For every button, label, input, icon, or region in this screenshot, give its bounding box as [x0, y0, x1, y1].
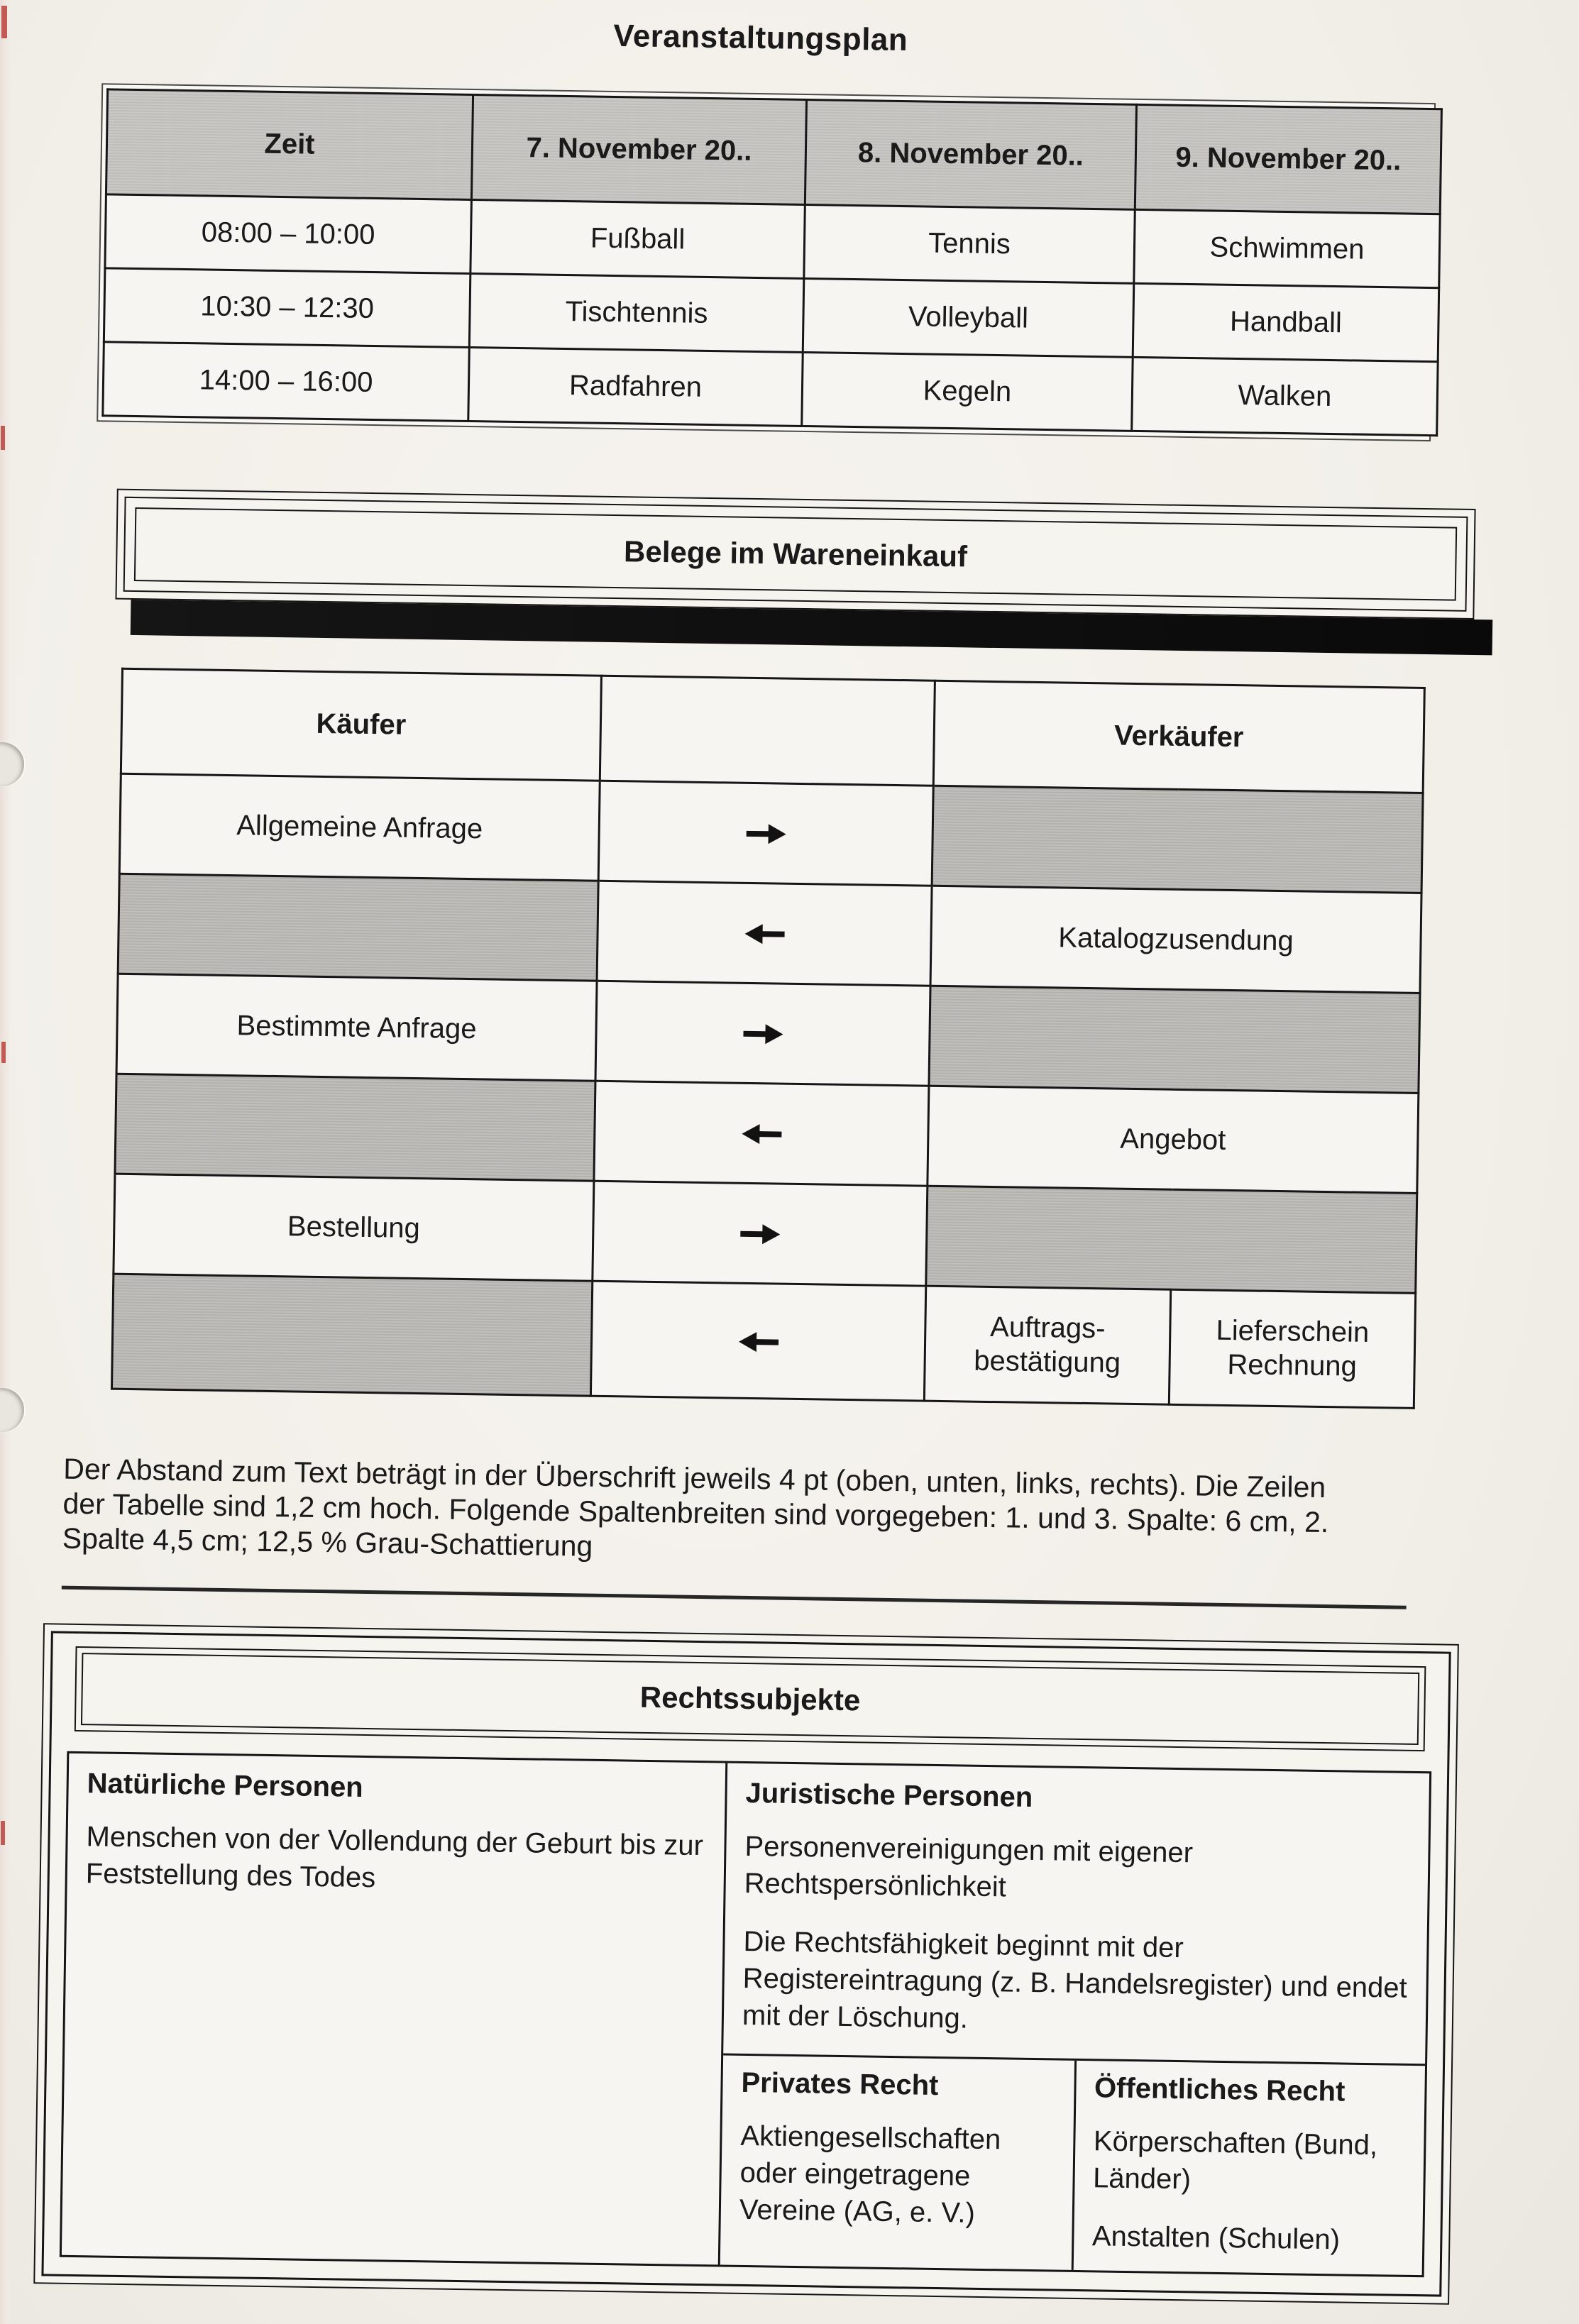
shaded-cell: [115, 1074, 595, 1181]
juristic-persons-cell: [718, 1763, 1429, 2276]
purchase-header-row: [121, 668, 1424, 793]
schedule-cell-activity: Schwimmen: [1134, 209, 1440, 287]
shaded-cell: [932, 786, 1423, 893]
legal-section-inner: [41, 1631, 1451, 2296]
schedule-header-row: [106, 89, 1441, 214]
schedule-cell-time: 08:00 – 10:00: [105, 194, 471, 274]
purchase-banner: [115, 489, 1475, 619]
natural-persons-body: Menschen von der Vollendung der Geburt bis zur Feststellung des Todes: [85, 1821, 704, 1894]
buyer-document-cell: Allgemeine Anfrage: [119, 773, 600, 881]
schedule-table-frame: [97, 83, 1436, 441]
shaded-cell: [929, 986, 1420, 1093]
juristic-persons-top: [723, 1763, 1429, 2064]
table-row: [116, 974, 1420, 1093]
schedule-cell-activity: Volleyball: [803, 278, 1133, 357]
legal-title-frame: [75, 1646, 1426, 1751]
shaded-cell: [111, 1274, 592, 1396]
table-row: [118, 874, 1421, 993]
schedule-header-zeit: Zeit: [106, 89, 473, 200]
schedule-cell-time: 10:30 – 12:30: [104, 268, 470, 348]
schedule-cell-activity: Tischtennis: [469, 273, 803, 352]
arrow-right-icon: [739, 1017, 787, 1050]
law-subtable: [720, 2054, 1425, 2276]
formatting-note: Der Abstand zum Text beträgt in der Überschrift jeweils 4 pt (oben, unten, links, rechts). Die Zeilen der Tabelle sind 1,2 cm hoch. Folgende Spaltenbreiten sind vorgegeben: 1. und 3. Spalte: 6 cm, 2. Spalte 4,5 cm; 12,5 % Grau-Schattierung: [62, 1452, 1329, 1563]
private-law-cell: [720, 2056, 1074, 2270]
legal-table: [60, 1751, 1431, 2277]
arrow-cell: [595, 981, 930, 1086]
purchase-banner-title: Belege im Wareneinkauf: [134, 507, 1457, 601]
arrow-right-icon: [742, 817, 790, 850]
arrow-left-icon: [738, 1117, 786, 1150]
shaded-cell: [118, 874, 598, 981]
seller-header: Verkäufer: [933, 681, 1424, 793]
arrow-right-icon: [736, 1217, 783, 1250]
buyer-document-cell: Bestellung: [114, 1174, 594, 1281]
section-divider: [62, 1586, 1407, 1609]
arrow-cell: [590, 1281, 925, 1401]
buyer-document-cell: Bestimmte Anfrage: [116, 974, 597, 1081]
schedule-cell-activity: Walken: [1132, 357, 1438, 435]
arrow-cell: [594, 1081, 929, 1186]
table-row: [119, 773, 1423, 893]
seller-document-cell: Auftrags-bestätigung: [924, 1286, 1170, 1404]
public-law-body1: Körperschaften (Bund, Länder): [1092, 2125, 1378, 2196]
seller-document-cell: Angebot: [928, 1086, 1419, 1193]
private-law-body: Aktiengesellschaften oder eingetragene Vereine (AG, e. V.): [739, 2120, 1001, 2229]
arrow-cell: [597, 881, 932, 986]
schedule-cell-activity: Tennis: [804, 204, 1135, 283]
public-law-heading: Öffentliches Recht: [1094, 2072, 1346, 2108]
arrow-left-icon: [741, 917, 788, 950]
legal-section-frame: [33, 1623, 1459, 2304]
purchase-flow-table: [111, 668, 1426, 1409]
buyer-header: Käufer: [121, 668, 601, 781]
juristic-persons-heading: Juristische Personen: [745, 1777, 1033, 1813]
juristic-persons-body1: Personenvereinigungen mit eigener Rechtspersönlichkeit: [744, 1830, 1194, 1903]
natural-persons-cell: [62, 1753, 725, 2265]
natural-persons-heading: Natürliche Personen: [87, 1768, 364, 1803]
juristic-persons-body2: Die Rechtsfähigkeit beginnt mit der Registereintragung (z. B. Handelsregister) und endet mit der Löschung.: [742, 1925, 1408, 2034]
schedule-table: [101, 88, 1443, 436]
private-law-heading: Privates Recht: [741, 2066, 939, 2102]
arrow-cell: [593, 1181, 928, 1286]
empty-cell: [600, 676, 935, 786]
schedule-cell-activity: Kegeln: [802, 352, 1133, 431]
public-law-body2: Anstalten (Schulen): [1091, 2220, 1341, 2256]
legal-title: Rechtssubjekte: [81, 1653, 1419, 1745]
page-title: Veranstaltungsplan: [613, 18, 908, 58]
table-row: [115, 1074, 1419, 1193]
arrow-left-icon: [735, 1325, 782, 1358]
table-row: [114, 1174, 1417, 1293]
purchase-banner-frame: [123, 497, 1468, 612]
public-law-cell: [1071, 2061, 1425, 2275]
schedule-header-day3: 9. November 20..: [1135, 104, 1441, 214]
arrow-cell: [598, 781, 933, 886]
schedule-cell-activity: Fußball: [471, 199, 805, 278]
seller-document-cell: Lieferschein Rechnung: [1169, 1289, 1415, 1408]
schedule-header-day2: 8. November 20..: [805, 99, 1136, 209]
schedule-header-day1: 7. November 20..: [471, 95, 806, 205]
schedule-cell-time: 14:00 – 16:00: [103, 342, 469, 422]
schedule-cell-activity: Radfahren: [468, 347, 803, 426]
shaded-cell: [926, 1186, 1417, 1293]
schedule-cell-activity: Handball: [1133, 283, 1438, 361]
seller-document-cell: Katalogzusendung: [930, 886, 1421, 993]
table-row: [111, 1274, 1415, 1408]
